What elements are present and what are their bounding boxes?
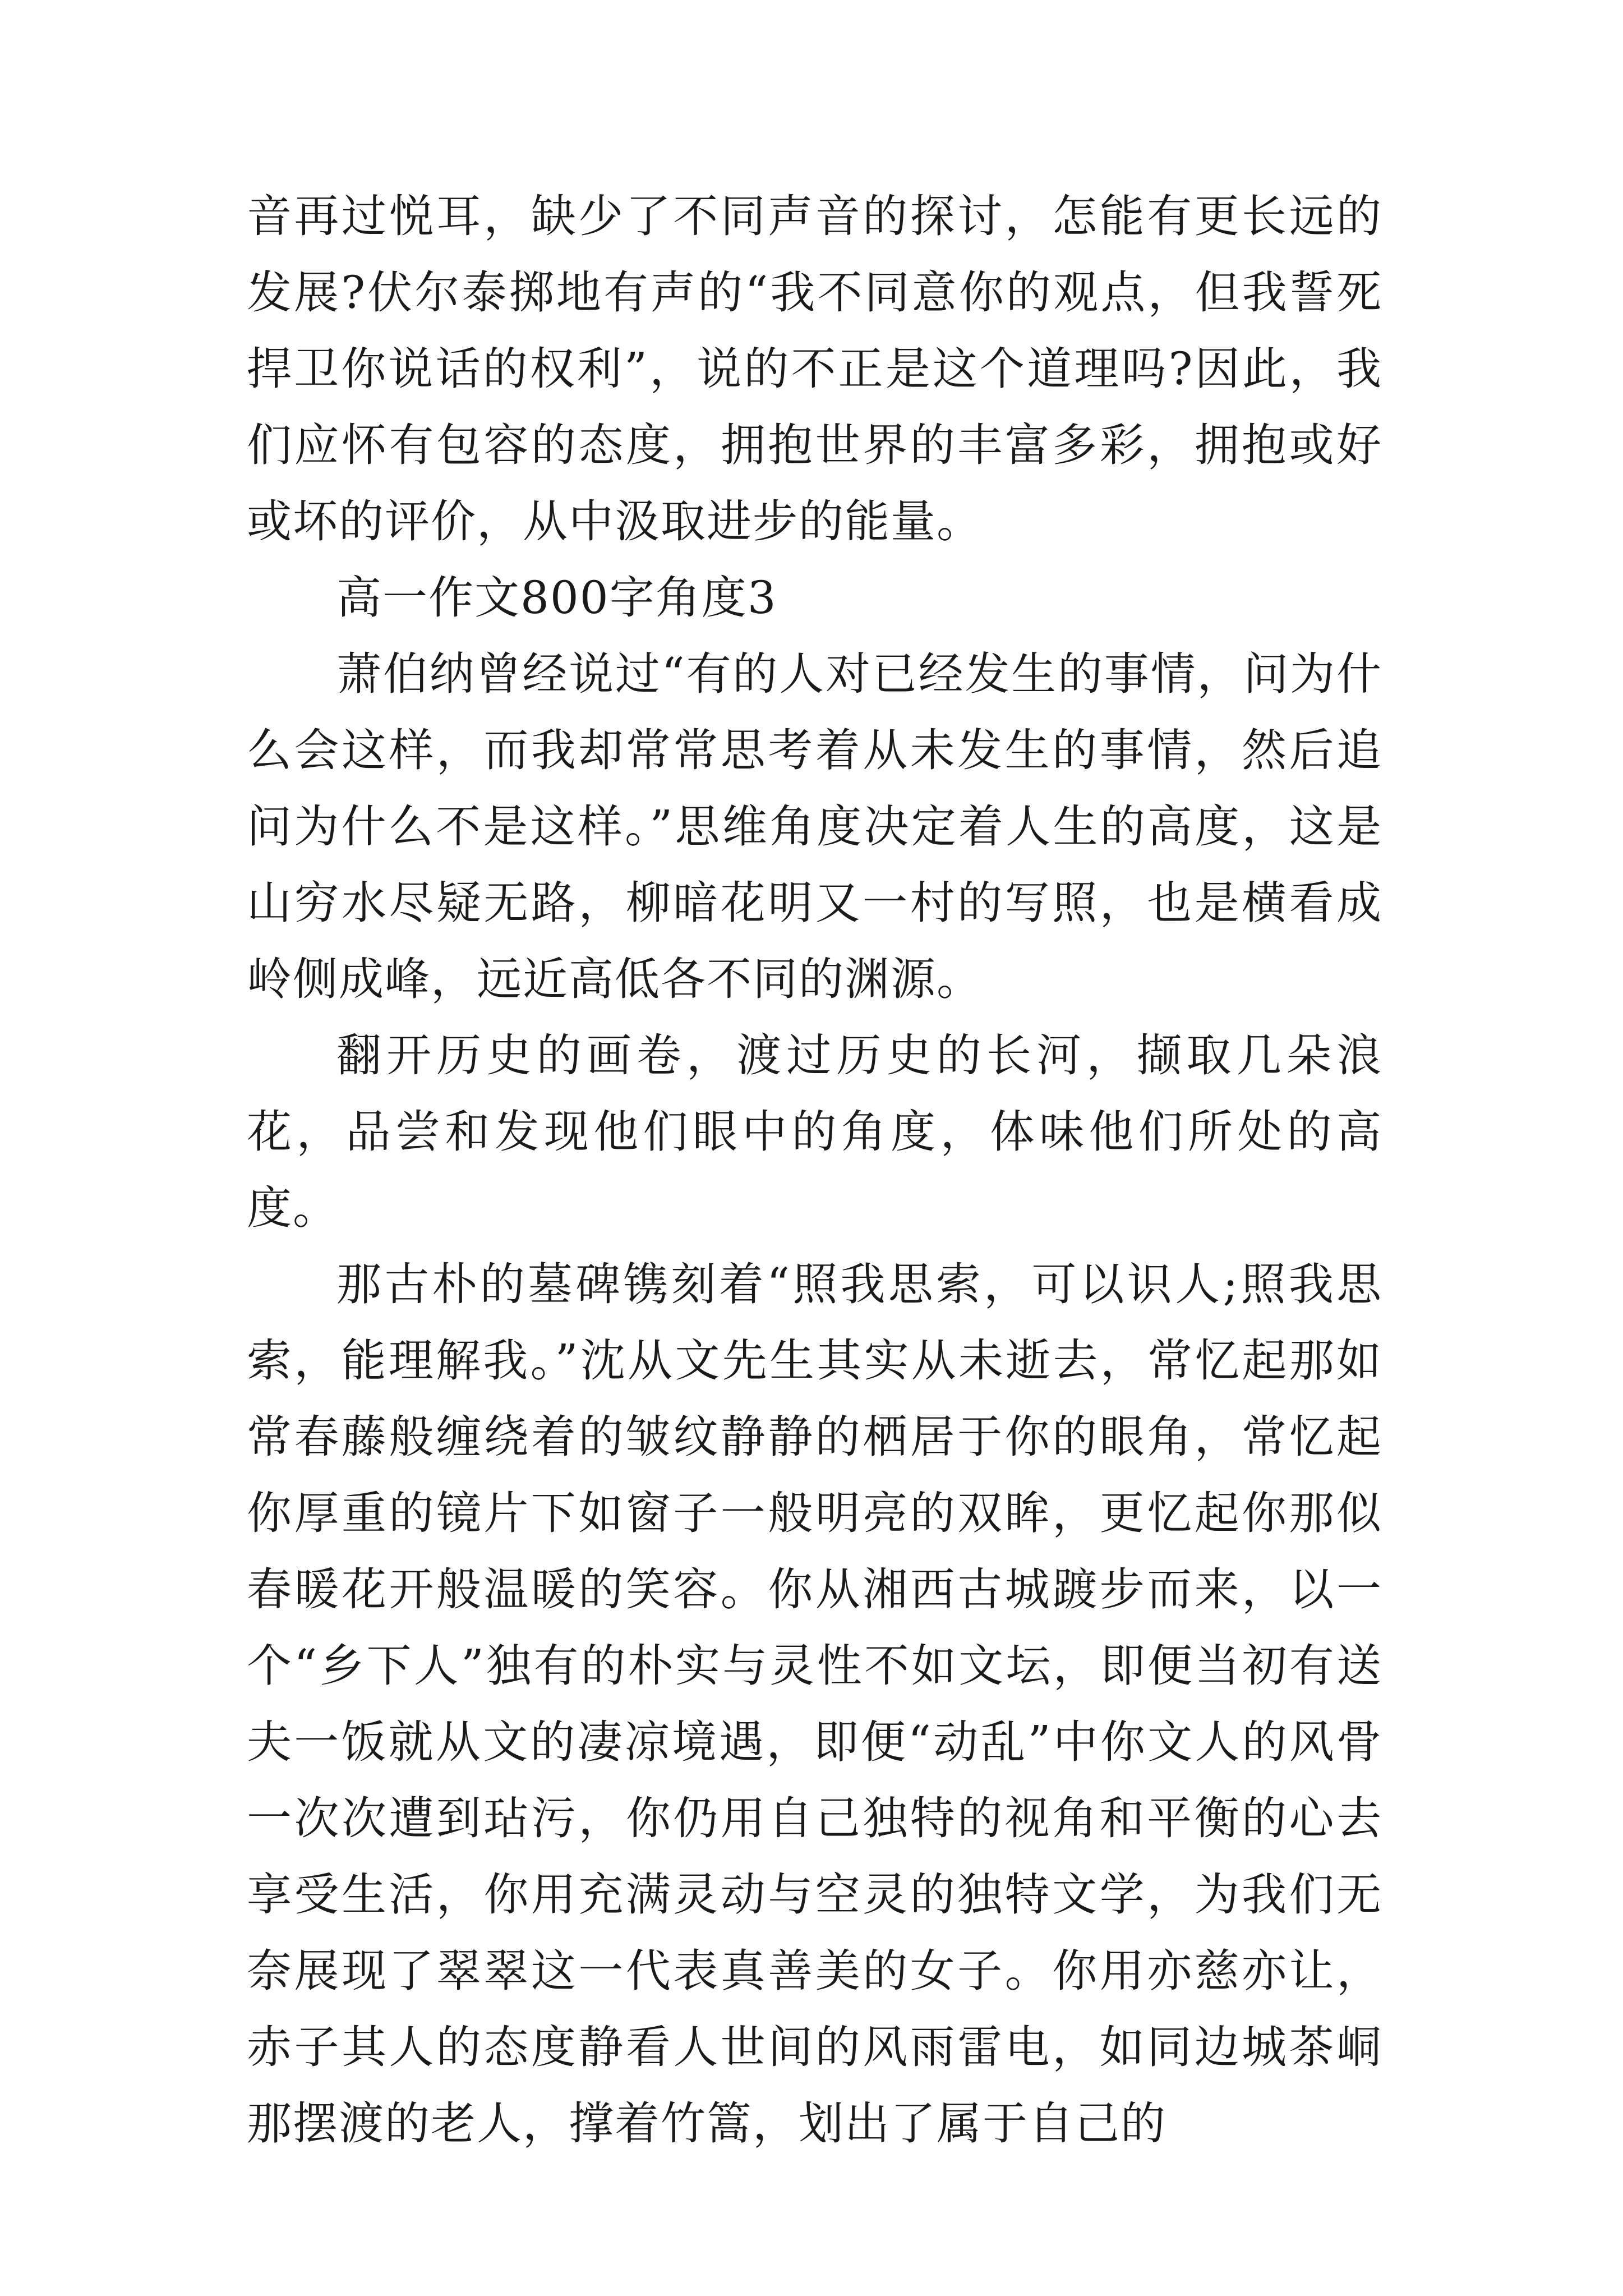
paragraph: 翻开历史的画卷，渡过历史的长河，撷取几朵浪花，品尝和发现他们眼中的角度，体味他们所处的高度。 — [247, 1029, 1382, 1234]
paragraph: 那古朴的墓碑镌刻着“照我思索，可以识人;照我思索，能理解我。”沈从文先生其实从未逝去，常忆起那如常春藤般缠绕着的皱纹静静的栖居于你的眼角，常忆起你厚重的镜片下如窗子一般明亮的双眸，更忆起你那似春暖花开般温暖的笑容。你从湘西古城踱步而来，以一个“乡下人”独有的朴实与灵性不如文坛，即便当初有送夫一饭就从文的凄凉境遇，即便“动乱”中你文人的风骨一次次遭到玷污，你仍用自己独特的视角和平衡的心去享受生活，你用充满灵动与空灵的独特文学，为我们无奈展现了翠翠这一代表真善美的女子。你用亦慈亦让，赤子其人的态度静看人世间的风雨雷电，如同边城茶峒那摆渡的老人，撑着竹篙，划出了属于自己的 — [247, 1258, 1382, 2150]
paragraph-continuation: 音再过悦耳，缺少了不同声音的探讨，怎能有更长远的发展?伏尔泰掷地有声的“我不同意你的观点，但我誓死捍卫你说话的权利”，说的不正是这个道理吗?因此，我们应怀有包容的态度，拥抱世界的丰富多彩，拥抱或好或坏的评价，从中汲取进步的能量。 — [247, 190, 1382, 547]
document-body — [247, 178, 1382, 2162]
section-heading: 高一作文800字角度3 — [336, 572, 777, 624]
paragraph: 萧伯纳曾经说过“有的人对已经发生的事情，问为什么会这样，而我却常常思考着从未发生的事情，然后追问为什么不是这样。”思维角度决定着人生的高度，这是山穷水尽疑无路，柳暗花明又一村的写照，也是横看成岭侧成峰，远近高低各不同的渊源。 — [247, 648, 1382, 1005]
